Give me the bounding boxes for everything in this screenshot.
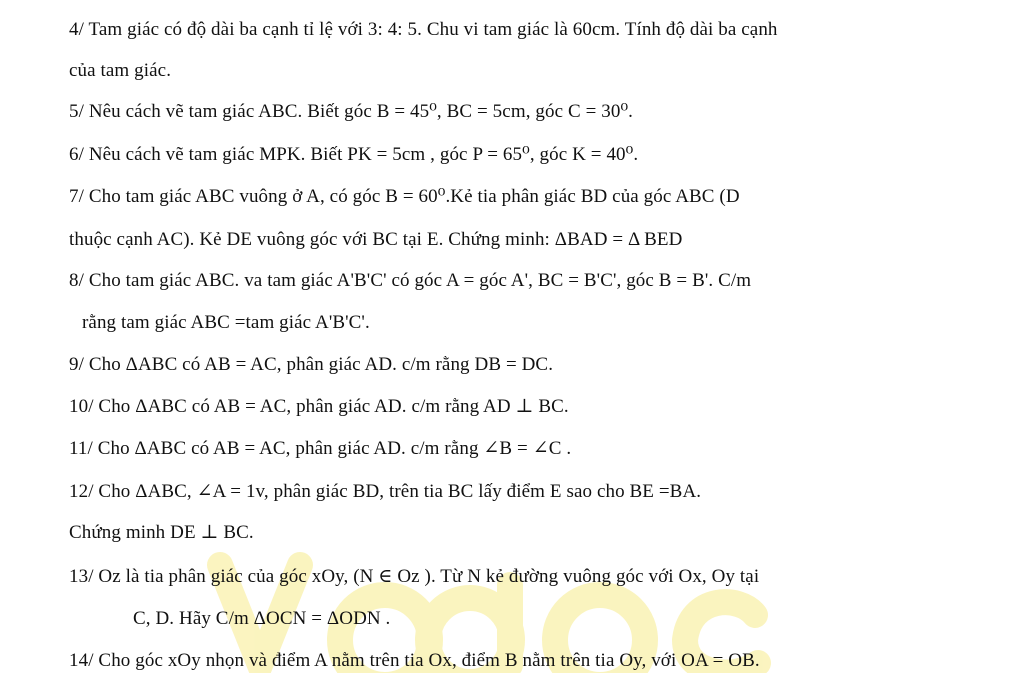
problem-13-line-2: C, D. Hãy C/m ΔOCN = ΔODN . (133, 608, 391, 629)
problem-8-line-1: 8/ Cho tam giác ABC. va tam giác A'B'C' có góc A = góc A', BC = B'C', góc B = B'. C/m (69, 270, 752, 291)
problem-14: 14/ Cho góc xOy nhọn và điểm A nằm trên tia Ox, điểm B nằm trên tia Oy, với OA = OB. (69, 650, 760, 671)
problem-7-line-2: thuộc cạnh AC). Kẻ DE vuông góc với BC tại E. Chứng minh: ΔBAD = Δ BED (69, 229, 683, 250)
problem-8-line-2: rằng tam giác ABC =tam giác A'B'C'. (82, 312, 370, 333)
problem-4-line-1: 4/ Tam giác có độ dài ba cạnh tỉ lệ với 3: 4: 5. Chu vi tam giác là 60cm. Tính độ dài ba cạnh (69, 19, 778, 40)
problem-6: 6/ Nêu cách vẽ tam giác MPK. Biết PK = 5cm , góc P = 65⁰, góc K = 40⁰. (69, 144, 639, 165)
problem-13-line-1: 13/ Oz là tia phân giác của góc xOy, (N ∈ Oz ). Từ N kẻ đường vuông góc với Ox, Oy tại (69, 566, 760, 587)
problem-12-line-2: Chứng minh DE ⊥ BC. (69, 522, 254, 543)
problem-5: 5/ Nêu cách vẽ tam giác ABC. Biết góc B = 45⁰, BC = 5cm, góc C = 30⁰. (69, 101, 634, 122)
problem-7-line-1: 7/ Cho tam giác ABC vuông ở A, có góc B = 60⁰.Kẻ tia phân giác BD của góc ABC (D (69, 186, 740, 207)
problem-9: 9/ Cho ΔABC có AB = AC, phân giác AD. c/m rằng DB = DC. (69, 354, 554, 375)
problem-11: 11/ Cho ΔABC có AB = AC, phân giác AD. c/m rằng ∠B = ∠C . (69, 438, 572, 459)
problem-10: 10/ Cho ΔABC có AB = AC, phân giác AD. c/m rằng AD ⊥ BC. (69, 396, 569, 417)
problem-4-line-2: của tam giác. (69, 60, 172, 81)
problem-12-line-1: 12/ Cho ΔABC, ∠A = 1v, phân giác BD, trên tia BC lấy điểm E sao cho BE =BA. (69, 481, 702, 502)
